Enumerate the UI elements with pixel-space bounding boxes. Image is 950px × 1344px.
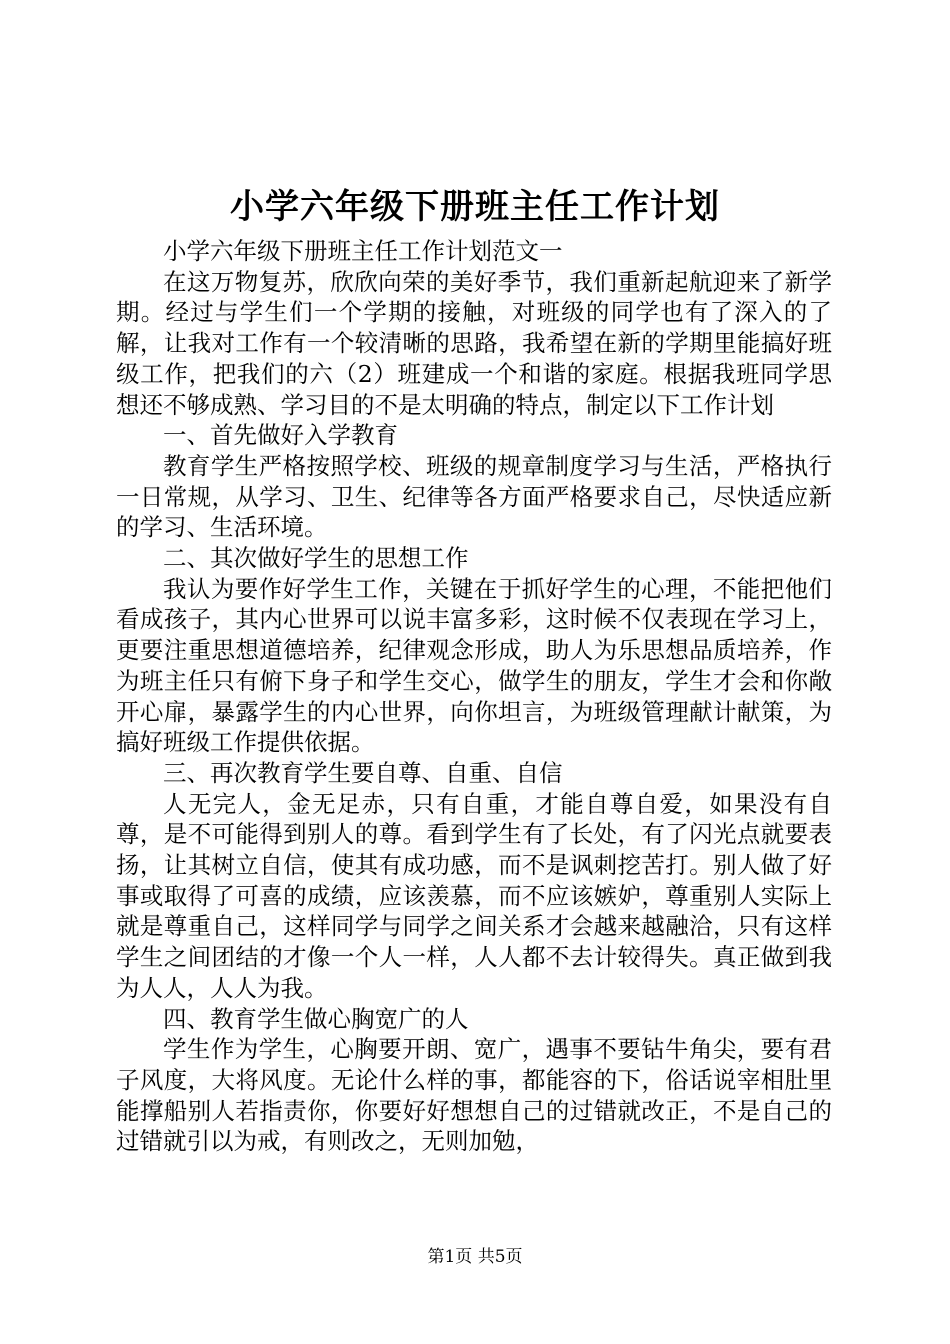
document-body (116, 236, 832, 1157)
section-heading: 四、教育学生做心胸宽广的人 (163, 1004, 469, 1033)
body-paragraph: 教育学生严格按照学校、班级的规章制度学习与生活，严格执行一日常规，从学习、卫生、纪律等各方面严格要求自己，尽快适应新的学习、生活环境。 (116, 451, 832, 542)
section-heading: 二、其次做好学生的思想工作 (163, 544, 469, 573)
body-paragraph: 在这万物复苏，欣欣向荣的美好季节，我们重新起航迎来了新学期。经过与学生们一个学期的接触，对班级的同学也有了深入的了解，让我对工作有一个较清晰的思路，我希望在新的学期里能搞好班级工作，把我们的六（2）班建成一个和谐的家庭。根据我班同学思想还不够成熟、学习目的不是太明确的特点，制定以下工作计划 (116, 267, 832, 419)
body-paragraph: 学生作为学生，心胸要开朗、宽广，遇事不要钻牛角尖，要有君子风度，大将风度。无论什么样的事，都能容的下，俗话说宰相肚里能撑船别人若指责你，你要好好想想自己的过错就改正，不是自己的过错就引以为戒，有则改之，无则加勉， (116, 1035, 832, 1156)
section-heading: 三、再次教育学生要自尊、自重、自信 (163, 758, 563, 787)
body-paragraph: 人无完人，金无足赤，只有自重，才能自尊自爱，如果没有自尊，是不可能得到别人的尊。看到学生有了长处，有了闪光点就要表扬，让其树立自信，使其有成功感，而不是讽刺挖苦打。别人做了好事或取得了可喜的成绩，应该羡慕，而不应该嫉妒，尊重别人实际上就是尊重自己，这样同学与同学之间关系才会越来越融洽，只有这样学生之间团结的才像一个人一样，人人都不去计较得失。真正做到我为人人，人人为我。 (116, 789, 832, 1002)
section-heading: 小学六年级下册班主任工作计划范文一 (163, 237, 563, 265)
body-paragraph: 我认为要作好学生工作，关键在于抓好学生的心理，不能把他们看成孩子，其内心世界可以说丰富多彩，这时候不仅表现在学习上，更要注重思想道德培养，纪律观念形成，助人为乐思想品质培养，作为班主任只有俯下身子和学生交心，做学生的朋友，学生才会和你敞开心扉，暴露学生的内心世界，向你坦言，为班级管理献计献策，为搞好班级工作提供依据。 (116, 574, 832, 757)
document-title: 小学六年级下册班主任工作计划 (230, 187, 720, 227)
section-heading: 一、首先做好入学教育 (163, 421, 398, 450)
page-number-footer: 第1页 共5页 (427, 1247, 523, 1267)
